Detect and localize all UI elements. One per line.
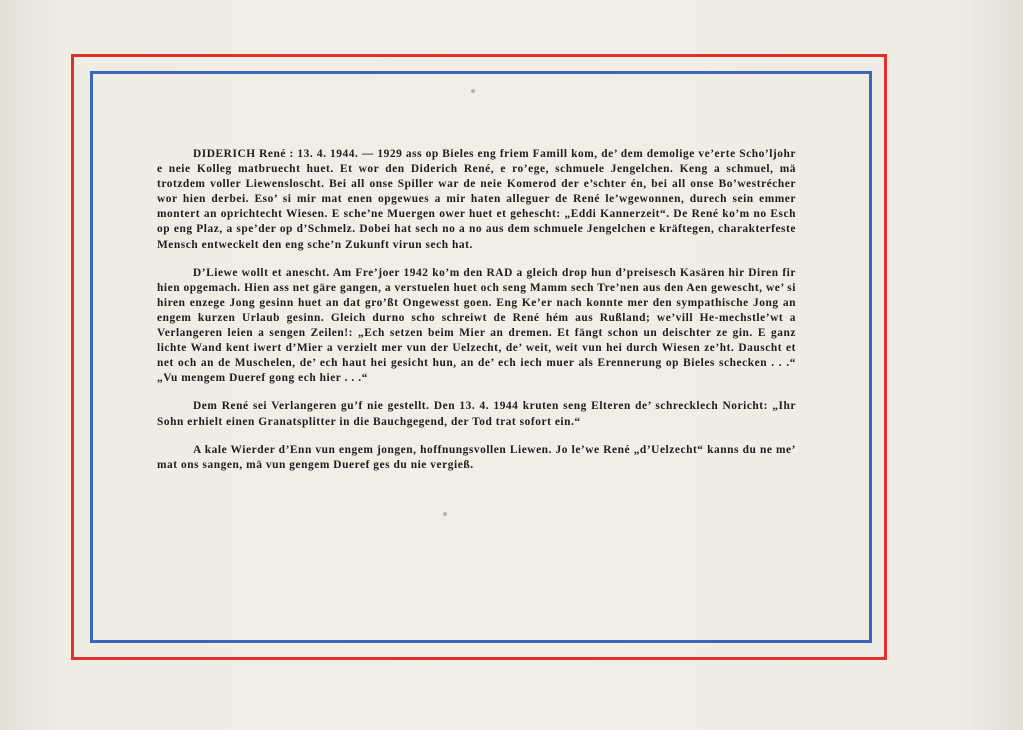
paragraph-2: D’Liewe wollt et anescht. Am Fre’joer 1942 ko’m den RAD a gleich drop hun d’preisesch Kasären hir Diren fir hien opgemach. Hien ass net gäre gangen, a verstuelen huet och seng Mamm sech Tre’nen aus den Aen gewescht, we’ si hiren enzege Jong gesinn huet an dat gro’ßt Ongewesst goen. Eng Ke’er nach konnte mer den sympathische Jong an engem kurzen Urlaub gesinn. Gleich durno scho schreiwt de René hém aus Rußland; we’vill He-mechstle’wt a Verlangeren leien a sengen Zeilen!: „Ech setzen beim Mier an dremen. Et fängt schon un deischter ze gin. E ganz lichte Wand kent iwert d’Mier a verzielt mer vun der Uelzecht, de’ weit, weit vun hei durch Wiesen ze’ht. Dauscht et net och an de Muschelen, de’ ech haut hei gesicht hun, an de’ ech iech muer als Erennerung op Bieles schecken . . .“ „Vu mengem Dueref gong ech hier . . .“ bbox=[157, 266, 796, 385]
paragraph-3: Dem René sei Verlangeren gu’f nie gestellt. Den 13. 4. 1944 kruten seng Elteren de’ schrecklech Noricht: „Ihr Sohn erhielt einen Granatsplitter in die Bauchgegend, der Tod trat sofort ein.“ bbox=[157, 400, 796, 428]
memorial-text bbox=[157, 147, 796, 486]
paragraph-1: DIDERICH René : 13. 4. 1944. — 1929 ass op Bieles eng friem Famill kom, de’ dem demolige ve’erte Scho’ljohr e neie Kolleg matbruecht huet. Et wor den Diderich René, e ro’ege, schmuele Jengelchen. Keng a schmuel, mä trotzdem voller Liewensloscht. Bei all onse Spiller war de neie Komerod der e’schter én, bei all onse Bo’westrécher wor hien derbei. Eso’ si mir mat enen opgewues a mir haten alleguer de René le’wgewonnen, durech sein emmer montert an oprichtecht Wiesen. E sche’ne Muergen ower huet et gehescht: „Eddi Kannerzeit“. De René ko’m no Esch op eng Plaz, a spe’der op d’Schmelz. Dobei hat sech no a no aus dem schmuele Jengelchen e kräftegen, charakterfeste Mensch entweckelt den eng sche’n Zukunft virun sech hat. bbox=[157, 148, 796, 251]
decorative-dot bbox=[443, 512, 447, 516]
paragraph-4: A kale Wierder d’Enn vun engem jongen, hoffnungsvollen Liewen. Jo le’we René „d’Uelzecht“ kanns du ne me’ mat ons sangen, mä vun gengem Dueref ges du nie vergieß. bbox=[157, 443, 796, 471]
decorative-dot bbox=[471, 89, 475, 93]
